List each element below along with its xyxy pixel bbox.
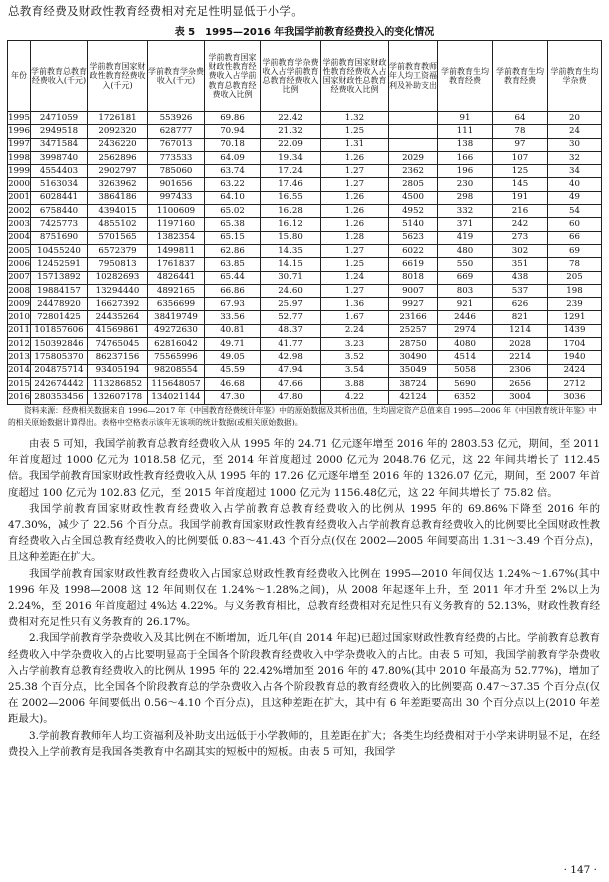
year-cell: 2000 <box>8 178 31 191</box>
table-cell: 22.09 <box>261 138 321 151</box>
table-cell: 2029 <box>389 151 438 164</box>
table-row <box>8 244 602 257</box>
table-cell: 93405194 <box>88 364 148 377</box>
table-cell <box>389 138 438 151</box>
table-cell: 1.26 <box>321 151 389 164</box>
table-cell: 302 <box>493 244 548 257</box>
table-cell: 2214 <box>493 351 548 364</box>
column-header: 学前教育生均教育经费 <box>438 41 493 112</box>
table-cell: 24435264 <box>88 311 148 324</box>
table-cell: 34 <box>548 165 602 178</box>
table-cell: 145 <box>493 178 548 191</box>
table-cell: 49272630 <box>148 324 205 337</box>
table-cell: 115648057 <box>148 377 205 390</box>
table-cell: 132607178 <box>88 391 148 404</box>
year-cell: 1998 <box>8 151 31 164</box>
table-cell: 14.35 <box>261 244 321 257</box>
table-cell: 1.36 <box>321 298 389 311</box>
table-cell: 230 <box>438 178 493 191</box>
table-cell: 41569861 <box>88 324 148 337</box>
table-cell: 33.56 <box>205 311 261 324</box>
table-cell: 63.74 <box>205 165 261 178</box>
table-cell: 48.37 <box>261 324 321 337</box>
table-cell: 4554403 <box>31 165 88 178</box>
table-cell: 25257 <box>389 324 438 337</box>
column-header: 学前教育国家财政性教育经费收入占国家财政性总教育经费收入比例 <box>321 41 389 112</box>
year-cell: 2003 <box>8 218 31 231</box>
table-row <box>8 324 602 337</box>
table-cell: 5701565 <box>88 231 148 244</box>
table-row <box>8 258 602 271</box>
table-cell: 30 <box>548 138 602 151</box>
table-row <box>8 298 602 311</box>
table-cell: 5058 <box>438 364 493 377</box>
table-cell: 28750 <box>389 338 438 351</box>
table-row <box>8 151 602 164</box>
table-cell: 38724 <box>389 377 438 390</box>
table-cell: 47.30 <box>205 391 261 404</box>
table-cell: 537 <box>493 284 548 297</box>
table-cell: 19.34 <box>261 151 321 164</box>
table-cell: 3.23 <box>321 338 389 351</box>
paragraph: 3.学前教育教师年人均工资福利及补助支出远低于小学教师的，且差距在扩大；各类生均经费相对于小学来讲明显不足，在经费投入上学前教育是我国各类教育中名副其实的短板中的短板。由表 5 可知，我国学 <box>8 729 601 758</box>
paragraph: 我国学前教育国家财政性教育经费收入占学前教育总教育经费收入的比例从 1995 年的 69.86%下降至 2016 年的 47.30%，减少了 22.56 个百分点。我国学前教育国家财政性教育经费收入占学前教育总教育经费收入的比例要比全国财政性教育经费收入占全国总教育经费收入的比例要低 0.83～41.43 个百分点(仅在 2002—2005 年间要高出 1.31～3.49 个百分点)，且这种差距在扩大。 <box>8 502 600 564</box>
table-cell: 52.77 <box>261 311 321 324</box>
table-cell: 4826441 <box>148 271 205 284</box>
paragraph: 由表 5 可知，我国学前教育总教育经费收入从 1995 年的 24.71 亿元逐年增至 2016 年的 2803.53 亿元，期间，至 2011 年首度超过 1000 亿元为 1018.58 亿元，至 2014 年首度超过 2000 亿元为 2048.76 亿元，这 22 年间共增长了 112.45 倍。我国学前教育国家财政性教育经费收入从 1995 年的 17.26 亿元逐年增至 2016 年的 1326.07 亿元，期间，至 2007 年首度超过 100 亿元为 102.83 亿元，至 2015 年首度超过 1000 亿元为 1156.48亿元，这 22 年间共增长了 75.82 倍。 <box>8 438 600 499</box>
table-cell: 47.94 <box>261 364 321 377</box>
table-cell: 12452591 <box>31 258 88 271</box>
table-cell: 1499811 <box>148 244 205 257</box>
table-cell: 23166 <box>389 311 438 324</box>
table-cell: 1382354 <box>148 231 205 244</box>
table-cell: 42.98 <box>261 351 321 364</box>
table-cell: 49 <box>548 191 602 204</box>
table-row <box>8 138 602 151</box>
table-cell: 67.93 <box>205 298 261 311</box>
table-cell: 1439 <box>548 324 602 337</box>
table-cell: 74765045 <box>88 338 148 351</box>
table-cell: 1100609 <box>148 205 205 218</box>
year-cell: 1995 <box>8 112 31 125</box>
table-cell: 1214 <box>493 324 548 337</box>
table-cell: 111 <box>438 125 493 138</box>
table-cell: 191 <box>493 191 548 204</box>
table-cell: 3.52 <box>321 351 389 364</box>
table-cell: 19884157 <box>31 284 88 297</box>
table-row <box>8 178 602 191</box>
table-cell: 72801425 <box>31 311 88 324</box>
paragraph: 我国学前教育国家财政性教育经费收入占国家总财政性教育经费收入比例在 1995—2010 年间仅达 1.24%～1.67%(其中 1996 年及 1998—2008 这 12 年间则仅在 1.24%～1.28%之间)，从 2008 年起逐年上升，至 2011 年才升至 2%以上为 2.24%，至 2016 年首度超过 4%达 4.22%。与义务教育相比，总教育经费相对充足性只有义务教育的 52.13%，财政性教育经费相对充足性只有义务教育的 26.17%。 <box>8 567 600 629</box>
table-row <box>8 205 602 218</box>
column-header: 学前教育总教育经费收入(千元) <box>31 41 88 112</box>
table-cell: 2306 <box>493 364 548 377</box>
table-cell: 803 <box>438 284 493 297</box>
table-cell: 15713892 <box>31 271 88 284</box>
table-cell: 626 <box>493 298 548 311</box>
table-cell: 2805 <box>389 178 438 191</box>
table-cell: 298 <box>438 191 493 204</box>
table-cell: 2974 <box>438 324 493 337</box>
table-row <box>8 284 602 297</box>
table-cell: 1761837 <box>148 258 205 271</box>
table-cell <box>389 112 438 125</box>
top-text-line: 总教育经费及财政性教育经费相对充足性明显低于小学。 <box>8 4 303 18</box>
year-cell: 2006 <box>8 258 31 271</box>
table-row <box>8 112 602 125</box>
table-cell: 2362 <box>389 165 438 178</box>
table-cell: 371 <box>438 218 493 231</box>
table-cell: 1.27 <box>321 165 389 178</box>
table-cell: 65.38 <box>205 218 261 231</box>
table-cell: 2028 <box>493 338 548 351</box>
column-header: 学前教育学杂费收入(千元) <box>148 41 205 112</box>
table-cell: 60 <box>548 218 602 231</box>
table-cell: 6028441 <box>31 191 88 204</box>
table-cell: 6758440 <box>31 205 88 218</box>
table-cell: 767013 <box>148 138 205 151</box>
table-row <box>8 364 602 377</box>
year-cell: 2010 <box>8 311 31 324</box>
table-cell: 6572379 <box>88 244 148 257</box>
table-cell: 5163034 <box>31 178 88 191</box>
table-cell: 3004 <box>493 391 548 404</box>
table-cell: 9007 <box>389 284 438 297</box>
table-cell: 24 <box>548 125 602 138</box>
table-cell: 86237156 <box>88 351 148 364</box>
table-cell: 107 <box>493 151 548 164</box>
table-cell: 9927 <box>389 298 438 311</box>
table-cell: 63.22 <box>205 178 261 191</box>
table-cell: 3.88 <box>321 377 389 390</box>
table-cell: 10455240 <box>31 244 88 257</box>
table-row <box>8 271 602 284</box>
column-header: 年份 <box>8 41 31 112</box>
year-cell: 2011 <box>8 324 31 337</box>
table-cell: 2092320 <box>88 125 148 138</box>
table-cell: 1.25 <box>321 125 389 138</box>
paragraph: 2.我国学前教育学杂费收入及其比例在不断增加，近几年(自 2014 年起)已超过国家财政性教育经费的占比。学前教育总教育经费收入中学杂费收入的占比要明显高于全国各个阶段教育经费收入中学杂费收入的占比。由表 5 可知，我国学前教育学杂费收入占学前教育总教育经费收入的比例从 1995 年的 22.42%增加至 2016 年的 47.80%(其中 2010 年最高为 52.77%)，增加了 25.38 个百分点，比全国各个阶段教育总的学杂费收入占各个阶段教育总的教育经费收入的比例要高 0.47～37.35 个百分点(仅在 2002—2006 年间要低出 0.56～4.10 个百分点)，且这种差距在扩大，其中有 6 年差距要高出 30 个百分点以上(2010 年差距最大)。 <box>8 632 600 726</box>
table-cell: 62.86 <box>205 244 261 257</box>
table-cell: 351 <box>493 258 548 271</box>
table-cell: 997433 <box>148 191 205 204</box>
table-cell: 20 <box>548 112 602 125</box>
year-cell: 1999 <box>8 165 31 178</box>
source-note: 资料来源：经费相关数据来自 1996—2017 年《中国教育经费统计年鉴》中的原始数据及其析出值，生均固定资产总值来自 1995—2006 年《中国教育统计年鉴》中的相关原始数据计算得出。表格中空格表示该年无该项的统计数据(或相关原始数据)。 <box>8 406 597 427</box>
table-cell: 3998740 <box>31 151 88 164</box>
table-cell: 438 <box>493 271 548 284</box>
table-cell: 16.12 <box>261 218 321 231</box>
table-cell: 4855102 <box>88 218 148 231</box>
table-cell: 54 <box>548 205 602 218</box>
year-cell: 2008 <box>8 284 31 297</box>
year-cell: 2009 <box>8 298 31 311</box>
table-cell: 1940 <box>548 351 602 364</box>
table-row <box>8 377 602 390</box>
table-cell: 91 <box>438 112 493 125</box>
table-cell: 2656 <box>493 377 548 390</box>
table-cell: 3864186 <box>88 191 148 204</box>
year-cell: 2014 <box>8 364 31 377</box>
table-cell: 242 <box>493 218 548 231</box>
table-cell: 1291 <box>548 311 602 324</box>
table-cell: 4394015 <box>88 205 148 218</box>
table-cell: 16.55 <box>261 191 321 204</box>
table-cell: 101857606 <box>31 324 88 337</box>
year-cell: 2004 <box>8 231 31 244</box>
table-cell: 2562896 <box>88 151 148 164</box>
table-cell: 773533 <box>148 151 205 164</box>
table-cell: 16.28 <box>261 205 321 218</box>
column-header: 学前教育国家财政性教育经费收入占学前教育总教育经费收入比例 <box>205 41 261 112</box>
table-cell: 1.32 <box>321 112 389 125</box>
table-cell: 150392846 <box>31 338 88 351</box>
table-header-row <box>8 41 602 112</box>
table-cell: 785060 <box>148 165 205 178</box>
table-cell: 7950813 <box>88 258 148 271</box>
table-cell: 8018 <box>389 271 438 284</box>
table-cell: 42124 <box>389 391 438 404</box>
table-cell: 10282693 <box>88 271 148 284</box>
table-cell: 821 <box>493 311 548 324</box>
table-cell: 66 <box>548 231 602 244</box>
table-cell: 32 <box>548 151 602 164</box>
table-cell: 47.80 <box>261 391 321 404</box>
table-cell: 2436220 <box>88 138 148 151</box>
column-header: 学前教育学杂费收入占学前教育总教育经费收入比例 <box>261 41 321 112</box>
table-row <box>8 125 602 138</box>
year-cell: 1997 <box>8 138 31 151</box>
table-cell: 1.25 <box>321 258 389 271</box>
column-header: 学前教育国家财政性教育经费收入(千元) <box>88 41 148 112</box>
table-cell: 97 <box>493 138 548 151</box>
table-cell: 1.27 <box>321 244 389 257</box>
table-cell: 628777 <box>148 125 205 138</box>
table-cell: 198 <box>548 284 602 297</box>
table-cell: 35049 <box>389 364 438 377</box>
table-cell: 3036 <box>548 391 602 404</box>
year-cell: 2002 <box>8 205 31 218</box>
year-cell: 2012 <box>8 338 31 351</box>
year-cell: 2001 <box>8 191 31 204</box>
year-cell: 2016 <box>8 391 31 404</box>
table-cell: 40 <box>548 178 602 191</box>
page-number: · 147 · <box>563 864 597 876</box>
table-cell: 2.24 <box>321 324 389 337</box>
table-row <box>8 351 602 364</box>
table-cell: 1.26 <box>321 205 389 218</box>
table-cell: 239 <box>548 298 602 311</box>
table-cell: 16627392 <box>88 298 148 311</box>
table-cell: 78 <box>548 258 602 271</box>
table-cell: 332 <box>438 205 493 218</box>
table-cell: 4892165 <box>148 284 205 297</box>
table-cell: 419 <box>438 231 493 244</box>
table-cell: 6356699 <box>148 298 205 311</box>
table-cell: 4952 <box>389 205 438 218</box>
table-row <box>8 311 602 324</box>
table-cell: 175805370 <box>31 351 88 364</box>
table-cell: 3.54 <box>321 364 389 377</box>
table-cell: 69 <box>548 244 602 257</box>
table-cell: 24.60 <box>261 284 321 297</box>
table-cell: 4.22 <box>321 391 389 404</box>
column-header: 学前教育生均学杂费 <box>548 41 602 112</box>
table-cell: 242674442 <box>31 377 88 390</box>
table-cell: 24478920 <box>31 298 88 311</box>
table-cell: 901656 <box>148 178 205 191</box>
table-cell: 669 <box>438 271 493 284</box>
table-cell: 125 <box>493 165 548 178</box>
table-cell: 62816042 <box>148 338 205 351</box>
year-cell: 2015 <box>8 377 31 390</box>
table-cell: 65.02 <box>205 205 261 218</box>
table-cell: 280353456 <box>31 391 88 404</box>
table-cell: 17.46 <box>261 178 321 191</box>
table-cell: 64.09 <box>205 151 261 164</box>
table-cell: 70.18 <box>205 138 261 151</box>
table-cell: 5623 <box>389 231 438 244</box>
table-cell: 1.31 <box>321 138 389 151</box>
table-cell: 138 <box>438 138 493 151</box>
table-cell: 2902797 <box>88 165 148 178</box>
table-cell: 47.66 <box>261 377 321 390</box>
table-cell: 98208554 <box>148 364 205 377</box>
table-cell: 4500 <box>389 191 438 204</box>
table-cell: 7425773 <box>31 218 88 231</box>
table-cell: 64 <box>493 112 548 125</box>
table-cell: 134021144 <box>148 391 205 404</box>
table-cell: 1197160 <box>148 218 205 231</box>
table-row <box>8 338 602 351</box>
table-cell: 6619 <box>389 258 438 271</box>
table-cell: 2471059 <box>31 112 88 125</box>
table-cell: 65.15 <box>205 231 261 244</box>
table-cell: 2949518 <box>31 125 88 138</box>
body-text <box>8 436 600 760</box>
table-row <box>8 191 602 204</box>
table-body <box>8 112 602 405</box>
table-cell: 273 <box>493 231 548 244</box>
table-cell: 1.24 <box>321 271 389 284</box>
table-cell: 15.80 <box>261 231 321 244</box>
table-cell: 1.28 <box>321 231 389 244</box>
table-cell: 21.32 <box>261 125 321 138</box>
table-cell: 921 <box>438 298 493 311</box>
column-header: 学前教育教师年人均工资福利及补助支出 <box>389 41 438 112</box>
table-cell <box>389 125 438 138</box>
year-cell: 2007 <box>8 271 31 284</box>
table-cell: 46.68 <box>205 377 261 390</box>
table-cell: 1.27 <box>321 178 389 191</box>
table-cell: 1.26 <box>321 218 389 231</box>
table-cell: 205 <box>548 271 602 284</box>
table-cell: 64.10 <box>205 191 261 204</box>
table-cell: 553926 <box>148 112 205 125</box>
table-cell: 1.67 <box>321 311 389 324</box>
table-row <box>8 218 602 231</box>
table-cell: 78 <box>493 125 548 138</box>
table-cell: 8751690 <box>31 231 88 244</box>
year-cell: 1996 <box>8 125 31 138</box>
table-cell: 113286852 <box>88 377 148 390</box>
table-cell: 2446 <box>438 311 493 324</box>
table-cell: 196 <box>438 165 493 178</box>
table-cell: 4080 <box>438 338 493 351</box>
table-cell: 14.15 <box>261 258 321 271</box>
table-cell: 30.71 <box>261 271 321 284</box>
table-row <box>8 231 602 244</box>
table-cell: 17.24 <box>261 165 321 178</box>
table-cell: 1726181 <box>88 112 148 125</box>
table-cell: 49.71 <box>205 338 261 351</box>
table-cell: 70.94 <box>205 125 261 138</box>
table-cell: 30490 <box>389 351 438 364</box>
table-cell: 38419749 <box>148 311 205 324</box>
table-cell: 1.26 <box>321 191 389 204</box>
table-caption: 表 5 1995—2016 年我国学前教育经费投入的变化情况 <box>174 27 435 38</box>
table-cell: 3263962 <box>88 178 148 191</box>
column-header: 学前教育生均教育经费 <box>493 41 548 112</box>
table-row <box>8 391 602 404</box>
table-cell: 550 <box>438 258 493 271</box>
expenditure-table <box>7 40 602 405</box>
table-cell: 22.42 <box>261 112 321 125</box>
table-cell: 6352 <box>438 391 493 404</box>
table-cell: 3471584 <box>31 138 88 151</box>
table-cell: 216 <box>493 205 548 218</box>
table-cell: 480 <box>438 244 493 257</box>
table-cell: 1704 <box>548 338 602 351</box>
table-cell: 204875714 <box>31 364 88 377</box>
table-cell: 2712 <box>548 377 602 390</box>
table-cell: 63.85 <box>205 258 261 271</box>
year-cell: 2005 <box>8 244 31 257</box>
table-cell: 66.86 <box>205 284 261 297</box>
table-cell: 25.97 <box>261 298 321 311</box>
table-cell: 5140 <box>389 218 438 231</box>
table-cell: 41.77 <box>261 338 321 351</box>
table-cell: 75565996 <box>148 351 205 364</box>
table-cell: 166 <box>438 151 493 164</box>
table-row <box>8 165 602 178</box>
table-cell: 2424 <box>548 364 602 377</box>
table-cell: 1.27 <box>321 284 389 297</box>
table-cell: 65.44 <box>205 271 261 284</box>
table-cell: 49.05 <box>205 351 261 364</box>
year-cell: 2013 <box>8 351 31 364</box>
table-cell: 13294440 <box>88 284 148 297</box>
table-cell: 4514 <box>438 351 493 364</box>
table-cell: 6022 <box>389 244 438 257</box>
table-cell: 5690 <box>438 377 493 390</box>
table-cell: 45.59 <box>205 364 261 377</box>
table-cell: 40.81 <box>205 324 261 337</box>
table-cell: 69.86 <box>205 112 261 125</box>
